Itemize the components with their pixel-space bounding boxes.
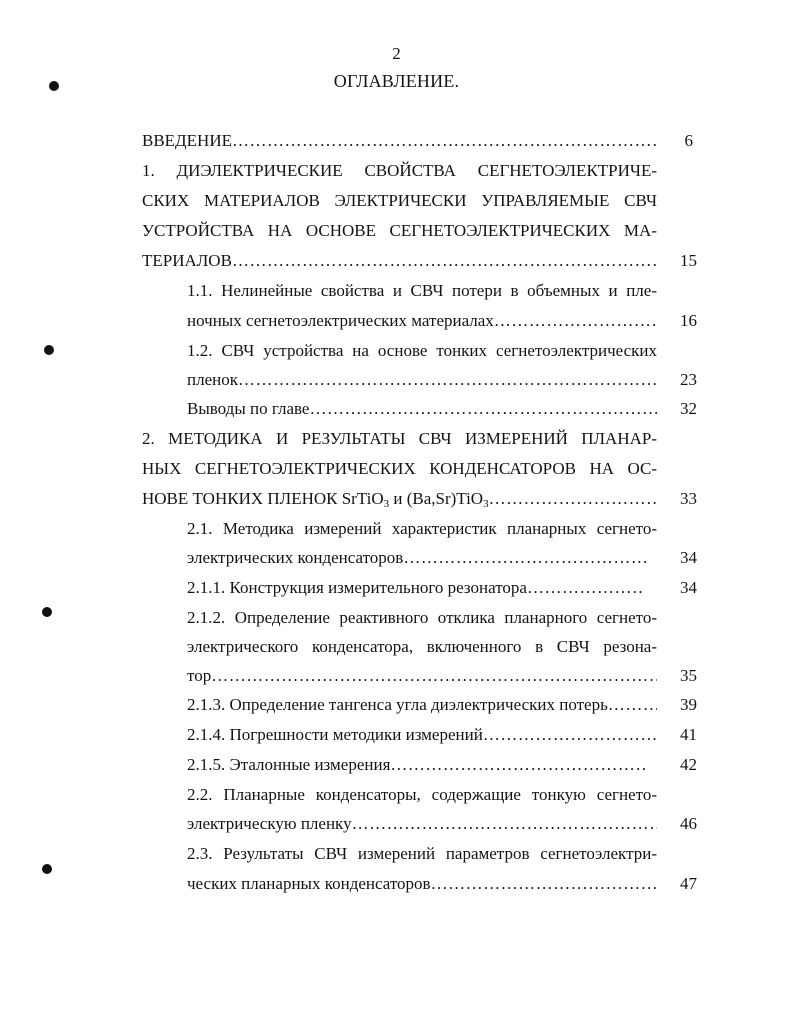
toc-chapter-1-line bbox=[142, 250, 657, 272]
toc-entry-text: 2.1.4. Погрешности методики измерений bbox=[187, 725, 483, 744]
toc-page-number: 16 bbox=[680, 311, 697, 330]
toc-page-number: 23 bbox=[680, 370, 697, 389]
toc-section-2-1-3-line bbox=[187, 694, 657, 716]
leader-dots bbox=[352, 813, 657, 835]
leader-dots bbox=[238, 369, 657, 391]
leader-dots bbox=[489, 488, 657, 510]
toc-entry-intro bbox=[142, 130, 657, 152]
leader-dots bbox=[527, 577, 645, 599]
toc-chapter-1-line: УСТРОЙСТВА НА ОСНОВЕ СЕГНЕТОЭЛЕКТРИЧЕСКИХ МА- bbox=[142, 221, 657, 240]
toc-entry-text: Выводы по главе bbox=[187, 399, 310, 418]
toc-entry-text: пленок bbox=[187, 370, 238, 389]
toc-entry-text: ческих планарных конденсаторов bbox=[187, 874, 431, 893]
toc-section-2-3-line bbox=[187, 873, 657, 895]
punch-hole-icon bbox=[42, 864, 52, 874]
toc-page-number: 42 bbox=[680, 755, 697, 774]
leader-dots bbox=[309, 398, 657, 420]
page-number: 2 bbox=[392, 44, 401, 63]
toc-entry-text: ночных сегнетоэлектрических материалах bbox=[187, 311, 494, 330]
toc-chapter-2-line bbox=[142, 488, 657, 510]
toc-entry-text: электрическую пленку bbox=[187, 814, 352, 833]
toc-chapter-1-line: 1. ДИЭЛЕКТРИЧЕСКИЕ СВОЙСТВА СЕГНЕТОЭЛЕКТРИЧЕ- bbox=[142, 161, 657, 180]
leader-dots bbox=[232, 130, 657, 152]
toc-section-1-2-line bbox=[187, 369, 657, 391]
toc-section-1-2-line: 1.2. СВЧ устройства на основе тонких сегнетоэлектрических bbox=[187, 341, 657, 360]
toc-section-2-1-4-line bbox=[187, 724, 657, 746]
toc-section-2-1-5-line bbox=[187, 754, 647, 776]
leader-dots bbox=[494, 310, 657, 332]
page-title: ОГЛАВЛЕНИЕ. bbox=[333, 71, 460, 91]
toc-page-number: 34 bbox=[680, 578, 697, 597]
leader-dots bbox=[483, 724, 657, 746]
toc-page-number: 32 bbox=[680, 399, 697, 418]
toc-entry-text: 2.1.3. Определение тангенса угла диэлектрических потерь bbox=[187, 695, 608, 714]
toc-text-part: НОВЕ ТОНКИХ ПЛЕНОК SrTiO bbox=[142, 489, 384, 508]
toc-page-number: 6 bbox=[684, 131, 693, 150]
toc-section-2-1-2-line: электрического конденсатора, включенного в СВЧ резона- bbox=[187, 637, 657, 656]
toc-page-number: 47 bbox=[680, 874, 697, 893]
leader-dots bbox=[232, 250, 657, 272]
leader-dots bbox=[211, 665, 657, 687]
toc-section-2-1-2-line: 2.1.2. Определение реактивного отклика планарного сегнето- bbox=[187, 608, 657, 627]
toc-entry-text: ТЕРИАЛОВ bbox=[142, 251, 232, 270]
toc-page-number: 34 bbox=[680, 548, 697, 567]
toc-section-2-1-2-line bbox=[187, 665, 657, 687]
toc-entry-text: ВВЕДЕНИЕ bbox=[142, 131, 232, 150]
toc-page-number: 41 bbox=[680, 725, 697, 744]
toc-entry-text: 2.1.5. Эталонные измерения bbox=[187, 755, 391, 774]
toc-chapter-2-line: НЫХ СЕГНЕТОЭЛЕКТРИЧЕСКИХ КОНДЕНСАТОРОВ НА ОС- bbox=[142, 459, 657, 478]
toc-entry-text: электрических конденсаторов bbox=[187, 548, 404, 567]
toc-text-part: и (Ba,Sr)TiO bbox=[389, 489, 484, 508]
toc-section-1-1-line: 1.1. Нелинейные свойства и СВЧ потери в объемных и пле- bbox=[187, 281, 657, 300]
toc-chapter-2-line: 2. МЕТОДИКА И РЕЗУЛЬТАТЫ СВЧ ИЗМЕРЕНИЙ ПЛАНАР- bbox=[142, 429, 657, 448]
toc-page-number: 39 bbox=[680, 695, 697, 714]
toc-section-1-1-line bbox=[187, 310, 657, 332]
subscript: 3 bbox=[383, 498, 390, 510]
toc-entry-text: тор bbox=[187, 666, 212, 685]
toc-entry-text bbox=[142, 488, 489, 510]
leader-dots bbox=[608, 694, 657, 716]
leader-dots bbox=[390, 754, 647, 776]
leader-dots bbox=[431, 873, 657, 895]
toc-section-2-2-line: 2.2. Планарные конденсаторы, содержащие тонкую сегнето- bbox=[187, 785, 657, 804]
toc-section-2-1-1-line bbox=[187, 577, 645, 599]
toc-entry-text: 2.1.1. Конструкция измерительного резонатора bbox=[187, 578, 527, 597]
toc-section-2-3-line: 2.3. Результаты СВЧ измерений параметров сегнетоэлектри- bbox=[187, 844, 657, 863]
toc-conclusions-line bbox=[187, 398, 657, 420]
toc-chapter-1-line: СКИХ МАТЕРИАЛОВ ЭЛЕКТРИЧЕСКИ УПРАВЛЯЕМЫЕ СВЧ bbox=[142, 191, 657, 210]
toc-section-2-1-line: 2.1. Методика измерений характеристик планарных сегнето- bbox=[187, 519, 657, 538]
subscript: 3 bbox=[483, 498, 489, 510]
toc-page-number: 35 bbox=[680, 666, 697, 685]
punch-hole-icon bbox=[42, 607, 52, 617]
toc-page-number: 46 bbox=[680, 814, 697, 833]
punch-hole-icon bbox=[44, 345, 54, 355]
toc-page-number: 33 bbox=[680, 489, 697, 508]
toc-page-number: 15 bbox=[680, 251, 697, 270]
leader-dots bbox=[403, 547, 649, 569]
toc-section-2-2-line bbox=[187, 813, 657, 835]
toc-section-2-1-line bbox=[187, 547, 649, 569]
